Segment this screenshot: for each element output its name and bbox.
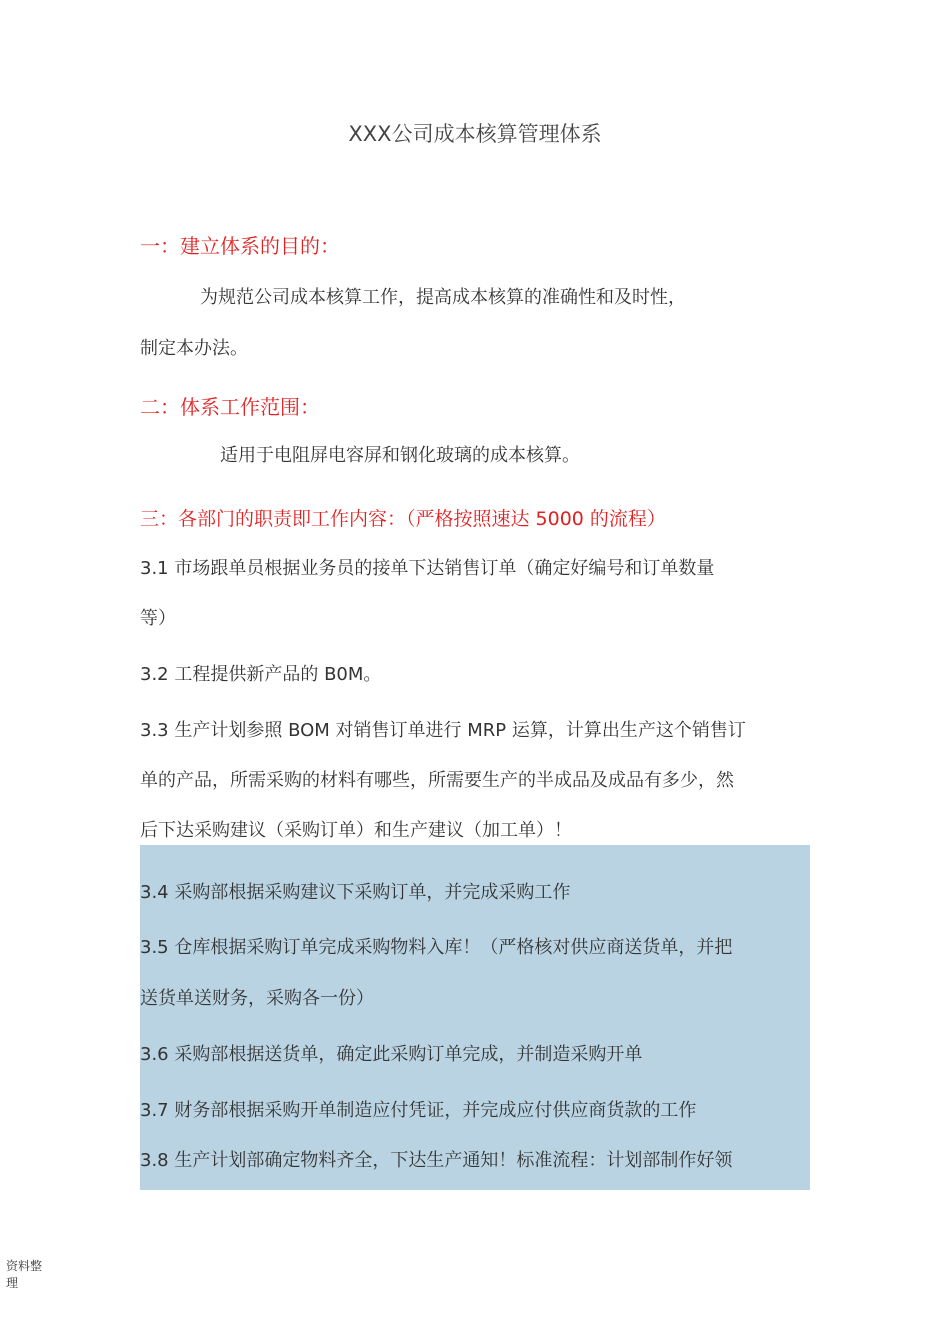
highlighted-line-2: 3.5 仓库根据采购订单完成采购物料入库！（严格核对供应商送货单，并把 bbox=[140, 937, 733, 958]
highlighted-line-1: 3.4 采购部根据采购建议下采购订单，并完成采购工作 bbox=[140, 882, 571, 903]
section-3-line-4: 3.3 生产计划参照 BOM 对销售订单进行 MRP 运算，计算出生产这个销售订 bbox=[140, 720, 746, 741]
section-3-line-5: 单的产品，所需采购的材料有哪些，所需要生产的半成品及成品有多少，然 bbox=[140, 770, 734, 791]
highlighted-line-5: 3.7 财务部根据采购开单制造应付凭证，并完成应付供应商货款的工作 bbox=[140, 1100, 697, 1121]
section-3-heading: 三：各部门的职责即工作内容：（严格按照速达 5000 的流程） bbox=[140, 508, 666, 530]
section-2-line-1: 适用于电阻屏电容屏和钢化玻璃的成本核算。 bbox=[220, 445, 580, 466]
section-3-line-2: 等） bbox=[140, 608, 176, 629]
highlighted-line-3: 送货单送财务，采购各一份） bbox=[140, 988, 374, 1009]
highlighted-line-4: 3.6 采购部根据送货单，确定此采购订单完成，并制造采购开单 bbox=[140, 1044, 643, 1065]
section-1-heading: 一：建立体系的目的： bbox=[140, 234, 340, 258]
section-3-line-6: 后下达采购建议（采购订单）和生产建议（加工单）！ bbox=[140, 820, 572, 841]
highlighted-line-6: 3.8 生产计划部确定物料齐全，下达生产通知！标准流程：计划部制作好领 bbox=[140, 1150, 733, 1171]
footer-line-2: 理 bbox=[6, 1276, 19, 1290]
document-title: XXX公司成本核算管理体系 bbox=[348, 122, 602, 146]
footer-line-1: 资料整 bbox=[6, 1259, 43, 1273]
section-3-line-1: 3.1 市场跟单员根据业务员的接单下达销售订单（确定好编号和订单数量 bbox=[140, 558, 715, 579]
section-1-line-2: 制定本办法。 bbox=[140, 338, 248, 359]
section-2-heading: 二：体系工作范围： bbox=[140, 395, 320, 419]
section-3-line-3: 3.2 工程提供新产品的 B0M。 bbox=[140, 664, 382, 685]
section-1-line-1: 为规范公司成本核算工作，提高成本核算的准确性和及时性， bbox=[200, 287, 686, 308]
